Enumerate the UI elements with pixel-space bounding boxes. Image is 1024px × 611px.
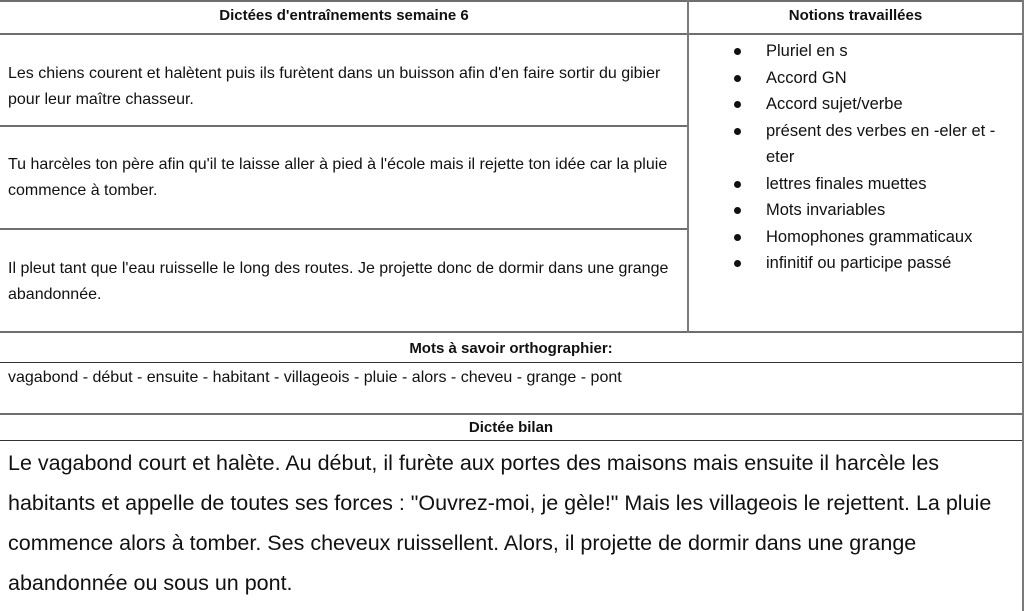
mots-header-border — [0, 362, 1024, 363]
notions-header: Notions travaillées — [788, 7, 923, 24]
notion-label: infinitif ou participe passé — [766, 254, 952, 272]
notion-label: Accord sujet/verbe — [766, 95, 903, 113]
notion-label: Accord GN — [766, 68, 847, 87]
header-bottom-border — [0, 33, 1024, 35]
bullet-icon — [734, 207, 741, 214]
row2-bottom-border — [0, 228, 688, 230]
mots-bottom-border — [0, 413, 1024, 415]
bullet-icon — [734, 260, 741, 267]
dictee-1: Les chiens courent et halètent puis ils furètent dans un buisson afin d'en faire sortir du gibier pour leur maître chasseur. — [8, 65, 661, 108]
mots-header: Mots à savoir orthographier: — [409, 340, 613, 357]
notion-label: Homophones grammaticaux — [766, 227, 973, 246]
mots-list: vagabond - début - ensuite - habitant - villageois - pluie - alors - cheveu - grange - pont — [8, 369, 622, 386]
dictee-3: Il pleut tant que l'eau ruisselle le long des routes. Je projette donc de dormir dans une grange abandonnée. — [8, 260, 669, 303]
notion-item — [724, 91, 1024, 118]
dictees-header: Dictées d'entraînements semaine 6 — [219, 7, 469, 24]
dictee-2: Tu harcèles ton père afin qu'il te laisse aller à pied à l'école mais il rejette ton idée car la pluie commence à tomber. — [8, 156, 668, 199]
notion-item — [724, 38, 1024, 65]
bullet-icon — [734, 181, 741, 188]
bilan-header-border — [0, 440, 1024, 441]
table-bottom-border — [0, 331, 1024, 333]
column-divider — [687, 0, 689, 333]
notion-label: présent des verbes en -eler et -eter — [766, 121, 996, 166]
notion-item — [724, 118, 1016, 171]
bilan-text: Le vagabond court et halète. Au début, il furète aux portes des maisons mais ensuite il harcèle les habitants et appelle de toutes ses forces : "Ouvrez-moi, je gèle!" Mais les villageois le rejettent. La pluie commence alors à tomber. Ses cheveux ruissellent. Alors, il projette de dormir dans une grange abandonnée ou sous un pont. — [8, 451, 992, 595]
notion-item — [724, 197, 1024, 224]
bullet-icon — [734, 128, 741, 135]
table-top-border — [0, 0, 1024, 2]
notion-label: Mots invariables — [766, 201, 886, 219]
notion-item — [724, 250, 1024, 277]
notion-label: lettres finales muettes — [766, 174, 927, 193]
notion-item — [724, 171, 1024, 198]
notion-item — [724, 224, 1024, 251]
notions-list — [724, 38, 1024, 277]
bilan-header: Dictée bilan — [468, 419, 554, 436]
notion-item — [724, 65, 1024, 92]
bullet-icon — [734, 75, 741, 82]
bullet-icon — [734, 234, 741, 241]
bullet-icon — [734, 101, 741, 108]
row1-bottom-border — [0, 125, 688, 127]
bullet-icon — [734, 48, 741, 55]
notion-label: Pluriel en s — [766, 42, 848, 60]
